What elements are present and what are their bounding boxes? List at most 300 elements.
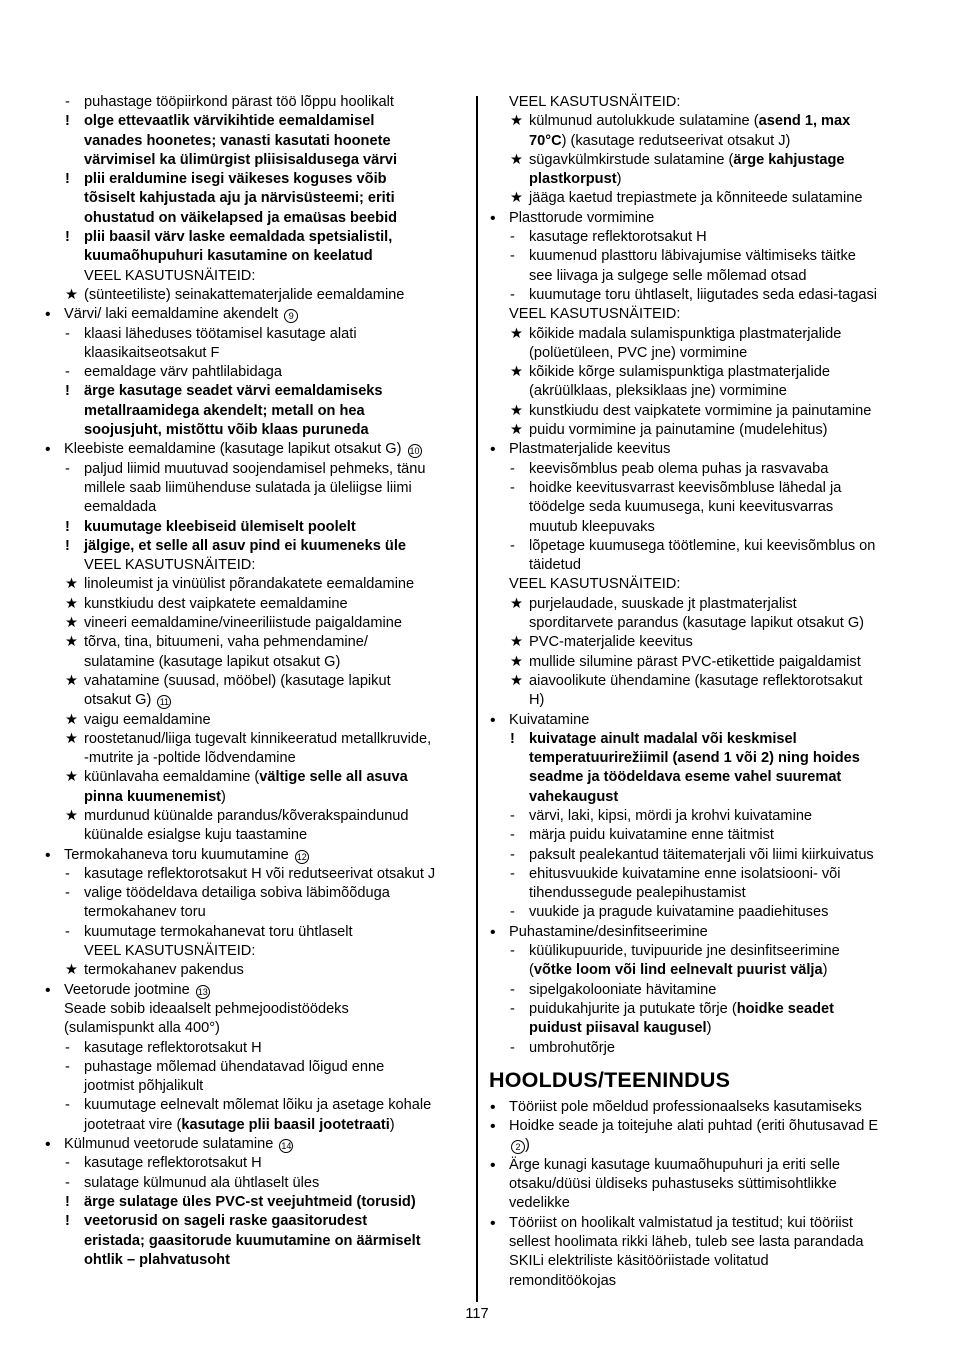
text-segment: PVC-materjalide keevitus (529, 634, 693, 651)
dash-marker: - (510, 1000, 515, 1017)
text-line (489, 653, 911, 672)
text-line (489, 768, 911, 787)
text-segment: kunstkiudu dest vaipkatete eemaldamine (84, 595, 348, 612)
text-line (489, 498, 911, 517)
text-line (44, 1193, 462, 1212)
text-segment: termokahanev pakendus (84, 962, 244, 979)
text-segment: puidust piisaval kaugusel (529, 1020, 707, 1037)
text-line (44, 518, 462, 537)
text-line (489, 556, 911, 575)
text-segment: küülikupuuride, tuvipuuride jne desinfitseerimine (529, 943, 840, 960)
text-segment: Hoidke seade ja toitejuhe alati puhtad (eriti õhutusavad E (509, 1118, 879, 1135)
text-segment: vältige selle all asuva (259, 769, 408, 786)
text-segment: ohustatud on väikelapsed ja emaüsas beebid (84, 209, 398, 226)
bullet-marker: • (490, 711, 496, 729)
text-segment: Plastmaterjalide keevitus (509, 441, 671, 458)
dash-marker: - (510, 981, 515, 998)
text-line (44, 1135, 462, 1154)
text-segment: eemaldage värv pahtlilabidaga (84, 364, 282, 381)
text-segment: jootmist põhjalikult (84, 1078, 204, 1095)
text-line (44, 1000, 462, 1019)
warning-marker: ! (65, 1193, 70, 1210)
text-segment: aiavoolikute ühendamine (kasutage reflektorotsakut (529, 672, 863, 689)
text-segment: külmunud autolukkude sulatamine ( (529, 113, 759, 130)
dash-marker: - (510, 286, 515, 303)
text-line (44, 132, 462, 151)
text-line (44, 228, 462, 247)
dash-marker: - (65, 94, 70, 110)
text-segment: puhastage mõlemad ühendatavad lõigud enne (84, 1058, 385, 1075)
text-segment: purjelaudade, suuskade jt plastmaterjalist (529, 595, 797, 612)
text-line (489, 247, 911, 266)
text-line (44, 402, 462, 421)
dash-marker: - (65, 364, 70, 381)
star-marker: ★ (510, 672, 524, 689)
text-line (489, 440, 911, 459)
text-segment: plii eraldumine isegi väikeses koguses võib (84, 171, 387, 188)
warning-marker: ! (65, 113, 70, 130)
column-divider (476, 96, 478, 1302)
text-segment: klaasikaitseotsakut F (84, 344, 220, 361)
text-line (44, 961, 462, 980)
figure-reference-number: 12 (296, 851, 307, 862)
text-segment: klaasi läheduses töötamisel kasutage alati (84, 325, 357, 342)
text-segment: VEEL KASUTUSNÄITEID: (84, 943, 256, 960)
text-line (44, 267, 462, 286)
text-segment: millele saab liimühenduse sulatada ja üleliigse liimi (84, 479, 412, 496)
text-line (44, 421, 462, 440)
text-line (489, 1156, 911, 1175)
text-line (489, 460, 911, 479)
text-segment: puidukahjurite ja putukate tõrje ( (529, 1000, 737, 1017)
text-segment: lõpetage kuumusega töötlemine, kui keevisõmblus on (529, 537, 876, 554)
text-segment: kasutage reflektorotsakut H (84, 1155, 262, 1172)
dash-marker: - (65, 1097, 70, 1114)
text-segment: ( (529, 962, 534, 979)
text-segment: kõikide kõrge sulamispunktiga plastmaterjalide (529, 364, 830, 381)
text-segment: VEEL KASUTUSNÄITEID: (509, 306, 681, 323)
text-line (489, 1019, 911, 1038)
text-segment: sulatage külmunud ala ühtlaselt üles (84, 1174, 320, 1191)
bullet-marker: • (490, 1118, 496, 1136)
text-line (44, 556, 462, 575)
text-line (489, 93, 911, 112)
text-segment: temperatuurirežiimil (asend 1 või 2) ning hoides (529, 750, 860, 767)
star-marker: ★ (510, 653, 524, 670)
star-marker: ★ (510, 190, 524, 207)
text-line (44, 286, 462, 305)
text-line (489, 363, 911, 382)
text-line (44, 672, 462, 691)
text-segment: tihendussegude pealepihustamist (529, 885, 746, 902)
star-marker: ★ (65, 615, 79, 632)
text-line (489, 961, 911, 980)
text-line (44, 112, 462, 131)
text-segment: hoidke keevitusvarrast keevisõmbluse lähedal ja (529, 479, 842, 496)
text-segment: märja puidu kuivatamine enne täitmist (529, 827, 774, 844)
text-segment: linoleumist ja vinüülist põrandakatete eemaldamine (84, 576, 415, 593)
text-segment: keevisõmblus peab olema puhas ja rasvavaba (529, 460, 829, 477)
text-segment: termokahanev toru (84, 904, 206, 921)
text-line (44, 1039, 462, 1058)
text-line (489, 189, 911, 208)
text-segment: plastkorpust (529, 171, 617, 188)
star-marker: ★ (510, 151, 524, 168)
figure-reference-number: 10 (409, 446, 420, 457)
text-segment: kuumutage termokahanevat toru ühtlaselt (84, 923, 353, 940)
text-line (44, 595, 462, 614)
figure-reference-number: 9 (284, 309, 298, 323)
text-line (489, 788, 911, 807)
text-segment: ) (389, 1116, 395, 1133)
warning-marker: ! (65, 1213, 70, 1230)
dash-marker: - (510, 904, 515, 921)
star-marker: ★ (510, 113, 524, 130)
star-marker: ★ (65, 672, 79, 689)
star-marker: ★ (65, 730, 79, 747)
text-segment: kõikide madala sulamispunktiga plastmaterjalide (529, 325, 842, 342)
text-segment: sellest hoolimata rikki läheb, tuleb see lasta parandada (509, 1233, 864, 1250)
text-line (44, 1077, 462, 1096)
text-segment: Puhastamine/desinfitseerimine (509, 923, 708, 940)
dash-marker: - (65, 1155, 70, 1172)
text-line (489, 595, 911, 614)
text-segment: olge ettevaatlik värvikihtide eemaldamisel (84, 113, 375, 130)
text-line (44, 382, 462, 401)
text-segment: kuumutage eelnevalt mõlemat lõiku ja asetage kohale (84, 1097, 432, 1114)
text-segment: H) (529, 692, 545, 709)
dash-marker: - (510, 229, 515, 246)
text-segment: vaigu eemaldamine (84, 711, 211, 728)
text-segment: mullide silumine pärast PVC-etikettide paigaldamist (529, 653, 861, 670)
text-segment: kasutage reflektorotsakut H (529, 229, 707, 246)
dash-marker: - (510, 943, 515, 960)
text-line (489, 1098, 911, 1117)
text-segment: puidu vormimine ja painutamine (mudelehitus) (529, 422, 828, 439)
figure-reference-number: 14 (281, 1141, 292, 1152)
text-line (489, 112, 911, 131)
bullet-marker: • (45, 981, 51, 999)
text-line (489, 1175, 911, 1194)
bullet-marker: • (45, 846, 51, 864)
text-line (44, 440, 462, 459)
text-line (44, 730, 462, 749)
text-line (44, 1212, 462, 1231)
text-line (489, 884, 911, 903)
text-line (489, 1233, 911, 1252)
star-marker: ★ (65, 286, 79, 303)
text-line (489, 1194, 911, 1213)
text-line (489, 865, 911, 884)
dash-marker: - (510, 1039, 515, 1056)
text-line (489, 421, 911, 440)
bullet-marker: • (490, 441, 496, 459)
bullet-marker: • (490, 1098, 496, 1116)
text-segment: kasutage plii baasil jootetraati (181, 1116, 390, 1133)
dash-marker: - (65, 865, 70, 882)
text-segment: Termokahaneva toru kuumutamine (64, 846, 293, 863)
text-line (489, 981, 911, 1000)
text-segment: Tööriist pole mõeldud professionaalseks kasutamiseks (509, 1098, 862, 1115)
star-marker: ★ (65, 711, 79, 728)
text-line (44, 209, 462, 228)
text-line (489, 1272, 911, 1291)
text-segment: VEEL KASUTUSNÄITEID: (509, 94, 681, 110)
text-line (44, 807, 462, 826)
text-segment: sulatamine (kasutage lapikut otsakut G) (84, 653, 341, 670)
star-marker: ★ (510, 325, 524, 342)
text-line (489, 344, 911, 363)
text-line (44, 768, 462, 787)
text-line (489, 209, 911, 228)
text-segment: VEEL KASUTUSNÄITEID: (84, 267, 256, 284)
text-line (44, 865, 462, 884)
text-line (489, 151, 911, 170)
text-line (44, 305, 462, 324)
dash-marker: - (65, 1039, 70, 1056)
text-segment: (akrüülklaas, pleksiklaas jne) vormimine (529, 383, 787, 400)
text-line (489, 228, 911, 247)
star-marker: ★ (510, 402, 524, 419)
text-segment: 70°C (529, 132, 562, 149)
text-line (489, 711, 911, 730)
text-segment: kasutage reflektorotsakut H või redutseerivat otsakut J (84, 865, 436, 882)
text-segment: vuukide ja pragude kuivatamine paadiehituses (529, 904, 829, 921)
text-line (44, 1154, 462, 1173)
text-line (44, 942, 462, 961)
star-marker: ★ (510, 364, 524, 381)
text-segment: metallraamidega akendelt; metall on hea (84, 402, 365, 419)
text-line (44, 1019, 462, 1038)
text-line (44, 614, 462, 633)
text-segment: VEEL KASUTUSNÄITEID: (509, 576, 681, 593)
right-column (489, 93, 911, 1291)
text-segment: tõsiselt kahjustada aju ja närvisüsteemi; eriti (84, 190, 395, 207)
text-line (489, 614, 911, 633)
dash-marker: - (510, 537, 515, 554)
text-segment: see liivaga ja sulgege selle mõlemad otsad (529, 267, 807, 284)
text-line (44, 903, 462, 922)
text-segment: eristada; gaasitorude kuumutamine on äärmiselt (84, 1232, 421, 1249)
text-line (44, 344, 462, 363)
text-line (44, 93, 462, 112)
text-line (44, 1116, 462, 1135)
dash-marker: - (65, 1174, 70, 1191)
bullet-marker: • (45, 1136, 51, 1154)
text-line (489, 942, 911, 961)
text-segment: hoidke seadet (736, 1000, 835, 1017)
warning-marker: ! (65, 171, 70, 188)
text-segment: kuumutage kleebiseid ülemiselt poolelt (84, 518, 356, 535)
warning-marker: ! (65, 537, 70, 554)
text-line (489, 479, 911, 498)
bullet-marker: • (45, 306, 51, 324)
text-line (489, 846, 911, 865)
bullet-marker: • (490, 1214, 496, 1232)
page-number: 117 (465, 1306, 489, 1322)
text-segment: paksult pealekantud täitematerjali või liimi kiirkuivatus (529, 846, 874, 863)
text-segment: ohtlik – plahvatusoht (84, 1251, 230, 1268)
dash-marker: - (510, 827, 515, 844)
dash-marker: - (510, 248, 515, 265)
text-segment: ) (706, 1020, 712, 1037)
text-segment: Tööriist on hoolikalt valmistatud ja testitud; kui tööriist (509, 1214, 853, 1231)
text-line (44, 653, 462, 672)
text-line (489, 402, 911, 421)
dash-marker: - (510, 846, 515, 863)
text-line (489, 305, 911, 324)
text-line (44, 325, 462, 344)
text-segment: SKILi elektriliste käsitööriistade volitatud (509, 1253, 769, 1270)
text-segment: sügavkülmkirstude sulatamine ( (529, 151, 734, 168)
text-segment: asend 1, max (758, 113, 851, 130)
text-segment: ärge kasutage seadet värvi eemaldamiseks (84, 383, 383, 400)
text-segment: -mutrite ja -poltide lõdvendamine (84, 750, 296, 767)
text-line (489, 382, 911, 401)
text-segment: kasutage reflektorotsakut H (84, 1039, 262, 1056)
star-marker: ★ (510, 422, 524, 439)
text-line (489, 1000, 911, 1019)
text-line (489, 132, 911, 151)
text-line (44, 749, 462, 768)
text-line (44, 1096, 462, 1115)
text-line (489, 633, 911, 652)
text-segment: (sünteetiliste) seinakattematerjalide eemaldamine (84, 286, 405, 303)
text-segment: muutub kleepuvaks (529, 518, 655, 535)
text-segment: Värvi/ laki eemaldamine akendelt (64, 306, 283, 323)
text-line (44, 247, 462, 266)
text-segment: kuumenud plasttoru läbivajumise vältimiseks täitke (529, 248, 856, 265)
text-line (44, 189, 462, 208)
text-segment: eemaldada (84, 499, 157, 516)
text-line (44, 479, 462, 498)
text-line (489, 807, 911, 826)
text-segment: jääga kaetud trepiastmete ja kõnniteede sulatamine (529, 190, 863, 207)
text-segment: otsaku/düüsi üldiseks puhastuseks süttimisohtlikke (509, 1176, 837, 1193)
text-segment: roostetanud/liiga tugevalt kinnikeeratud metallkruvide, (84, 730, 432, 747)
text-segment: vanades hoonetes; vanasti kasutati hoonete (84, 132, 391, 149)
text-segment: (sulamispunkt alla 400°) (64, 1020, 220, 1037)
text-segment: ) (kasutage redutseerivat otsakut J) (561, 132, 791, 149)
text-line (489, 1117, 911, 1136)
star-marker: ★ (65, 634, 79, 651)
text-line (44, 1232, 462, 1251)
warning-marker: ! (510, 730, 515, 747)
dash-marker: - (65, 460, 70, 477)
text-segment: kuumutage toru ühtlaselt, liigutades seda edasi-tagasi (529, 286, 878, 303)
text-segment: (polüetüleen, PVC jne) vormimine (529, 344, 748, 361)
dash-marker: - (510, 460, 515, 477)
text-line (44, 981, 462, 1000)
text-segment: plii baasil värv laske eemaldada spetsialistil, (84, 229, 393, 246)
text-line (44, 498, 462, 517)
bullet-marker: • (490, 1156, 496, 1174)
bullet-marker: • (490, 209, 496, 227)
text-line (44, 1058, 462, 1077)
text-line (489, 1039, 911, 1058)
star-marker: ★ (65, 807, 79, 824)
text-segment: küünalde esialgse kuju taastamine (84, 827, 308, 844)
text-segment: tõrva, tina, bituumeni, vaha pehmendamine/ (84, 634, 368, 651)
text-line (489, 518, 911, 537)
text-segment: ärge kahjustage (733, 151, 845, 168)
text-segment: Külmunud veetorude sulatamine (64, 1136, 278, 1153)
star-marker: ★ (65, 576, 79, 593)
text-segment: murdunud küünalde parandus/kõverakspaindunud (84, 807, 409, 824)
text-line (489, 537, 911, 556)
text-segment: ) (616, 171, 622, 188)
dash-marker: - (510, 807, 515, 824)
text-line (44, 923, 462, 942)
text-segment: Kuivatamine (509, 711, 590, 728)
dash-marker: - (65, 325, 70, 342)
text-segment: vahekaugust (529, 788, 619, 805)
text-segment: värvimisel ka ülimürgist pliisisaldusega värvi (84, 151, 398, 168)
text-line (489, 1252, 911, 1271)
text-segment: Seade sobib ideaalselt pehmejoodistöödeks (64, 1000, 349, 1017)
text-line (489, 575, 911, 594)
text-segment: pinna kuumenemist (84, 788, 222, 805)
text-segment: Veetorude jootmine (64, 981, 194, 998)
text-line (489, 923, 911, 942)
text-segment: ärge sulatage üles PVC-st veejuhtmeid (torusid) (84, 1193, 416, 1210)
text-segment: jälgige, et selle all asuv pind ei kuumeneks üle (84, 537, 406, 554)
text-line (44, 788, 462, 807)
text-line (489, 749, 911, 768)
text-segment: seadme ja töödeldava eseme vahel suuremat (529, 769, 842, 786)
text-segment: paljud liimid muutuvad soojendamisel pehmeks, tänu (84, 460, 426, 477)
warning-marker: ! (65, 383, 70, 400)
text-line (44, 633, 462, 652)
text-segment: töödelge seda kuumusega, kuni keevitusvarras (529, 499, 834, 516)
text-segment: veetorusid on sageli raske gaasitorudest (84, 1213, 368, 1230)
text-line (44, 826, 462, 845)
text-segment: valige töödeldava detailiga sobiva läbimõõduga (84, 885, 390, 902)
text-line (489, 826, 911, 845)
text-line (489, 672, 911, 691)
text-segment: jootetraat vire ( (84, 1116, 182, 1133)
bullet-marker: • (45, 441, 51, 459)
text-line (44, 170, 462, 189)
section-heading: HOOLDUS/TEENINDUS (489, 1067, 731, 1092)
text-line (489, 267, 911, 286)
dash-marker: - (65, 1058, 70, 1075)
text-line (44, 1174, 462, 1193)
text-line (489, 730, 911, 749)
text-segment: vedelikke (509, 1195, 570, 1212)
star-marker: ★ (65, 962, 79, 979)
figure-reference-number: 11 (157, 695, 171, 709)
text-segment: Kleebiste eemaldamine (kasutage lapikut otsakut G) (64, 441, 406, 458)
text-segment: vahatamine (suusad, mööbel) (kasutage lapikut (84, 672, 391, 689)
text-segment: umbrohutõrje (529, 1039, 615, 1056)
text-line (44, 711, 462, 730)
text-line (489, 325, 911, 344)
dash-marker: - (510, 479, 515, 496)
text-segment: küünlavaha eemaldamine ( (84, 769, 260, 786)
text-segment: remonditöökojas (509, 1272, 617, 1289)
dash-marker: - (65, 885, 70, 902)
left-column (44, 93, 462, 1270)
text-line (44, 460, 462, 479)
figure-reference-number: 13 (197, 986, 208, 997)
text-segment: ) (221, 788, 226, 805)
text-line (44, 537, 462, 556)
text-segment: VEEL KASUTUSNÄITEID: (84, 557, 256, 574)
text-line (44, 846, 462, 865)
star-marker: ★ (65, 769, 79, 786)
text-line (44, 691, 462, 710)
